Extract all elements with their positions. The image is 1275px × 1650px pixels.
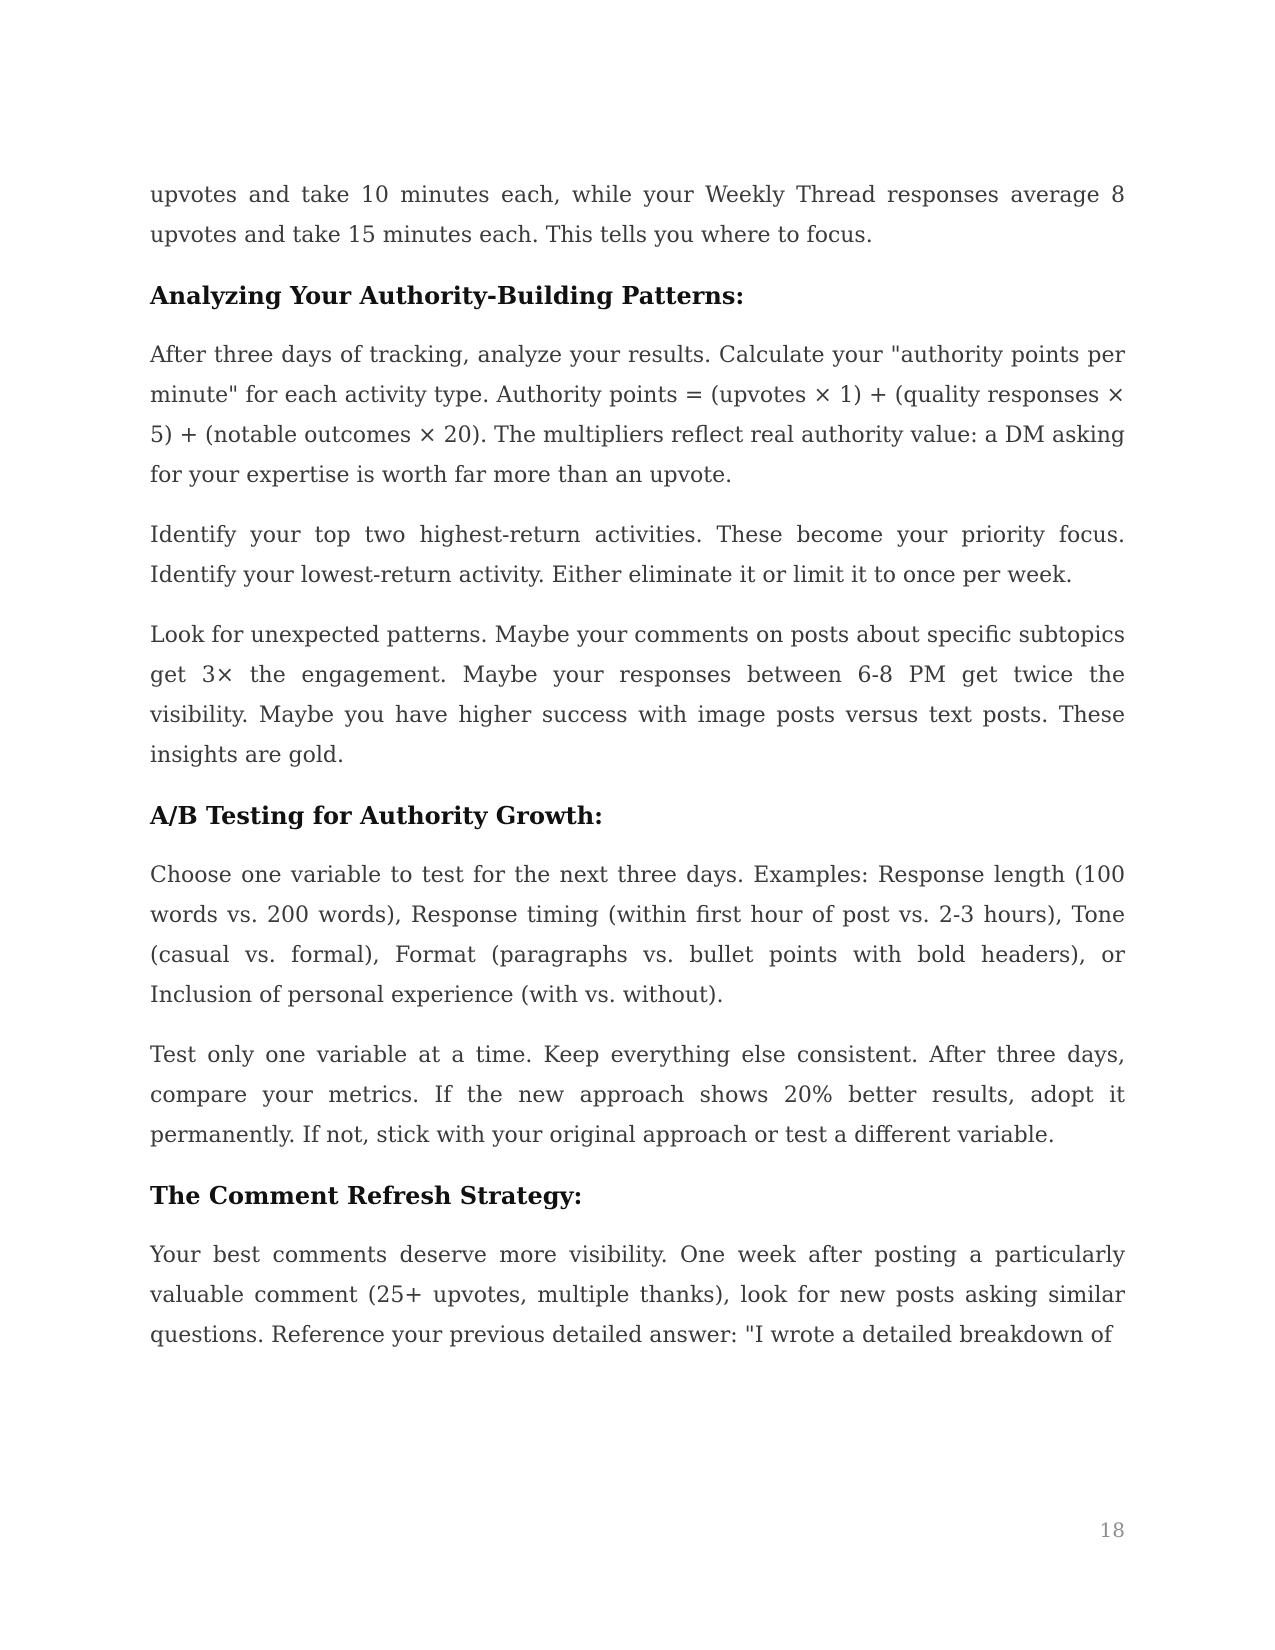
paragraph: Look for unexpected patterns. Maybe your comments on posts about specific subtopics get 3× the engagement. Maybe your responses between 6-8 PM get twice the visibility. Maybe you have higher success with image posts versus text posts. These insights are gold.: [150, 623, 1125, 768]
intro-paragraph: upvotes and take 10 minutes each, while your Weekly Thread responses average 8 upvotes and take 15 minutes each. This tells you where to focus.: [150, 183, 1125, 248]
paragraph: Your best comments deserve more visibility. One week after posting a particularly valuable comment (25+ upvotes, multiple thanks), look for new posts asking similar questions. Reference your previous detailed answer: "I wrote a detailed breakdown of: [150, 1243, 1125, 1348]
section-heading-analyzing-patterns: Analyzing Your Authority-Building Patterns:: [150, 281, 745, 310]
section-heading-ab-testing: A/B Testing for Authority Growth:: [150, 801, 603, 830]
page-number: 18: [1099, 1518, 1125, 1542]
paragraph: After three days of tracking, analyze your results. Calculate your "authority points per minute" for each activity type. Authority points = (upvotes × 1) + (quality responses × 5) + (notable outcomes × 20). The multipliers reflect real authority value: a DM asking for your expertise is worth far more than an upvote.: [150, 343, 1125, 488]
paragraph: Choose one variable to test for the next three days. Examples: Response length (100 words vs. 200 words), Response timing (within first hour of post vs. 2-3 hours), Tone (casual vs. formal), Format (paragraphs vs. bullet points with bold headers), or Inclusion of personal experience (with vs. without).: [150, 863, 1125, 1008]
paragraph: Identify your top two highest-return activities. These become your priority focus. Identify your lowest-return activity. Either eliminate it or limit it to once per week.: [150, 523, 1125, 588]
paragraph: Test only one variable at a time. Keep everything else consistent. After three days, compare your metrics. If the new approach shows 20% better results, adopt it permanently. If not, stick with your original approach or test a different variable.: [150, 1043, 1125, 1148]
section-heading-comment-refresh: The Comment Refresh Strategy:: [150, 1181, 583, 1210]
